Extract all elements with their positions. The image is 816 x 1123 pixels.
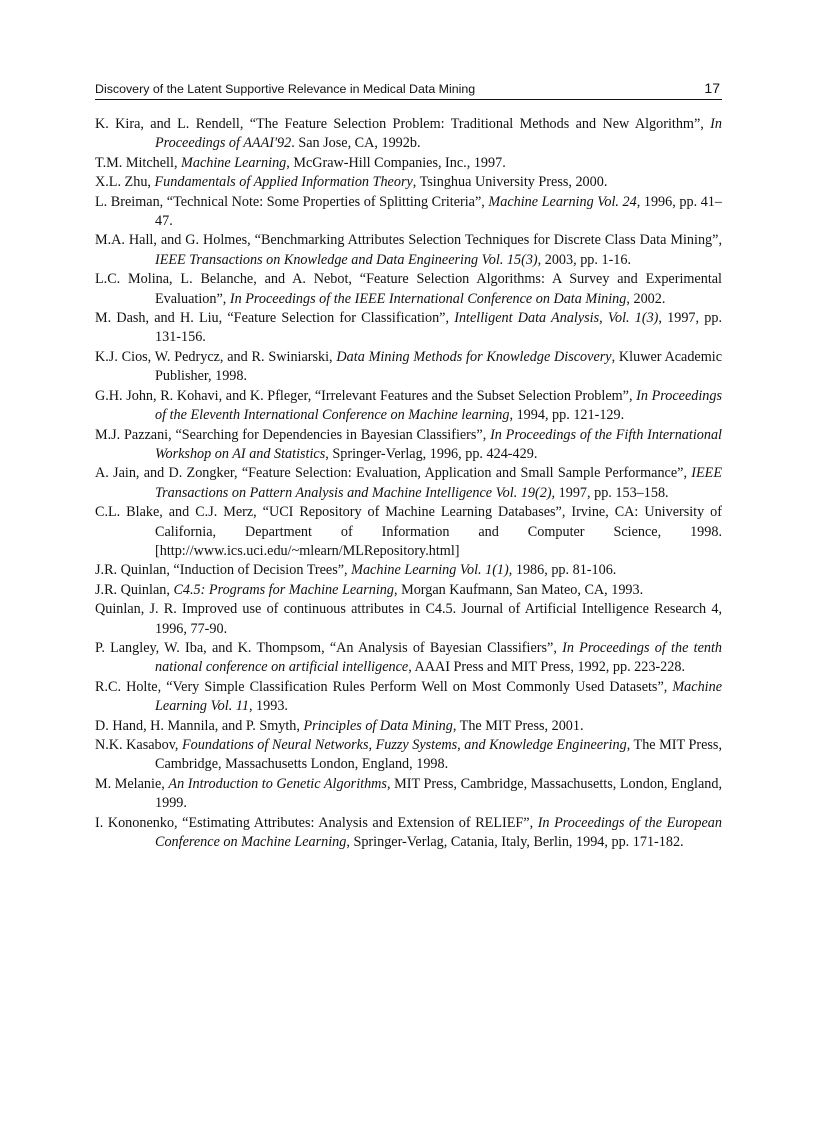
reference-italic-text: In Proceedings of the Eleventh International Conference on Machine learning <box>155 387 722 424</box>
reference-italic-text: Intelligent Data Analysis, Vol. 1(3) <box>454 310 659 327</box>
reference-text: , Springer-Verlag, Catania, Italy, Berlin, 1994, pp. 171-182. <box>346 834 684 851</box>
reference-text: J.R. Quinlan, “Induction of Decision Trees”, <box>95 562 352 579</box>
reference-text: , MIT Press, Cambridge, Massachusetts, London, England, 1999. <box>155 775 722 812</box>
reference-text: Quinlan, J. R. Improved use of continuous attributes in C4.5. Journal of Artificial Intelligence Research 4, 1996, 77-90. <box>95 601 722 637</box>
reference-text: I. Kononenko, “Estimating Attributes: Analysis and Extension of RELIEF”, <box>95 814 538 831</box>
reference-text: K.J. Cios, W. Pedrycz, and R. Swiniarski, <box>95 348 337 365</box>
reference-text: , 1993. <box>248 698 288 715</box>
reference-italic-text: C4.5: Programs for Machine Learning <box>173 581 394 598</box>
reference-italic-text: IEEE Transactions on Knowledge and Data Engineering Vol. 15(3) <box>155 251 538 268</box>
reference-entry <box>95 309 722 348</box>
reference-text: , McGraw-Hill Companies, Inc., 1997. <box>286 154 506 171</box>
reference-text: D. Hand, H. Mannila, and P. Smyth, <box>95 717 304 734</box>
reference-text: , The MIT Press, Cambridge, Massachusetts London, England, 1998. <box>155 737 722 773</box>
reference-italic-text: Machine Learning <box>181 154 287 171</box>
reference-text: R.C. Holte, “Very Simple Classification Rules Perform Well on Most Commonly Used Datasets”, <box>95 678 673 695</box>
reference-list <box>95 115 722 852</box>
reference-text: M. Dash, and H. Liu, “Feature Selection for Classification”, <box>95 310 455 327</box>
reference-text: , AAAI Press and MIT Press, 1992, pp. 223-228. <box>408 659 685 676</box>
reference-italic-text: Foundations of Neural Networks, Fuzzy Systems, and Knowledge Engineering <box>182 737 627 753</box>
reference-italic-text: Machine Learning Vol. 24 <box>488 193 637 210</box>
reference-entry <box>95 503 722 561</box>
reference-entry <box>95 193 722 232</box>
reference-text: T.M. Mitchell, <box>95 154 182 171</box>
reference-entry <box>95 348 722 387</box>
reference-entry <box>95 173 722 192</box>
reference-entry <box>95 678 722 717</box>
reference-entry <box>95 464 722 503</box>
reference-text: C.L. Blake, and C.J. Merz, “UCI Repository of Machine Learning Databases”, Irvine, CA: University of California, Department of Information and Computer Science, 1998. [http://www.ics.uci.edu/~mlearn/MLRepository.html] <box>95 504 722 559</box>
reference-entry <box>95 561 722 580</box>
reference-entry <box>95 639 722 678</box>
reference-text: , Kluwer Academic Publisher, 1998. <box>155 348 723 385</box>
running-header <box>95 79 722 100</box>
reference-text: , Tsinghua University Press, 2000. <box>412 174 608 191</box>
reference-italic-text: Fundamentals of Applied Information Theory <box>154 174 413 191</box>
reference-text: J.R. Quinlan, <box>95 581 174 598</box>
reference-italic-text: Data Mining Methods for Knowledge Discovery <box>336 348 612 365</box>
reference-text: L.C. Molina, L. Belanche, and A. Nebot, “Feature Selection Algorithms: A Survey and Experimental Evaluation”, <box>95 271 722 307</box>
reference-italic-text: IEEE Transactions on Pattern Analysis and Machine Intelligence Vol. 19(2), <box>155 465 722 501</box>
reference-text: M. Melanie, <box>95 775 169 792</box>
reference-text: , The MIT Press, 2001. <box>452 717 584 734</box>
reference-text: X.L. Zhu, <box>95 174 155 191</box>
reference-text: P. Langley, W. Iba, and K. Thompsom, “An Analysis of Bayesian Classifiers”, <box>95 639 563 656</box>
reference-entry <box>95 814 722 853</box>
reference-entry <box>95 426 722 465</box>
page-number: 17 <box>704 80 720 96</box>
reference-text: L. Breiman, “Technical Note: Some Properties of Splitting Criteria”, <box>95 193 489 210</box>
reference-text: , 1997, pp. 131-156. <box>155 310 723 346</box>
reference-entry <box>95 581 722 600</box>
reference-italic-text: In Proceedings of the Fifth International Workshop on AI and Statistics <box>155 426 722 462</box>
reference-text: , Morgan Kaufmann, San Mateo, CA, 1993. <box>394 581 644 598</box>
reference-text: . San Jose, CA, 1992b. <box>291 135 421 152</box>
reference-italic-text: In Proceedings of the tenth national conference on artificial intelligence <box>155 639 722 676</box>
reference-text: , Springer-Verlag, 1996, pp. 424-429. <box>325 445 538 462</box>
reference-italic-text: Machine Learning Vol. 11 <box>155 678 722 715</box>
reference-italic-text: Principles of Data Mining <box>303 717 453 734</box>
reference-entry <box>95 154 722 173</box>
reference-italic-text: In Proceedings of AAAI'92 <box>155 116 722 152</box>
reference-entry <box>95 387 722 426</box>
running-title: Discovery of the Latent Supportive Relevance in Medical Data Mining <box>95 82 476 96</box>
reference-entry <box>95 775 722 814</box>
reference-entry <box>95 231 722 270</box>
reference-text: , 1986, pp. 81-106. <box>508 562 617 579</box>
reference-text: M.A. Hall, and G. Holmes, “Benchmarking Attributes Selection Techniques for Discrete Class Data Mining”, <box>95 232 722 249</box>
reference-italic-text: Machine Learning Vol. 1(1) <box>351 562 509 579</box>
reference-text: A. Jain, and D. Zongker, “Feature Selection: Evaluation, Application and Small Sample Performance”, <box>95 465 692 482</box>
reference-entry <box>95 717 722 736</box>
reference-text: G.H. John, R. Kohavi, and K. Pfleger, “Irrelevant Features and the Subset Selection Problem”, <box>95 387 637 404</box>
reference-text: , 2003, pp. 1-16. <box>537 251 632 268</box>
reference-entry <box>95 115 722 154</box>
reference-entry <box>95 736 722 775</box>
reference-text: , 1996, pp. 41–47. <box>155 193 722 230</box>
reference-text: K. Kira, and L. Rendell, “The Feature Selection Problem: Traditional Methods and New Algorithm”, <box>95 116 711 132</box>
reference-text: , 2002. <box>626 290 666 307</box>
reference-entry <box>95 270 722 309</box>
reference-italic-text: In Proceedings of the IEEE International Conference on Data Mining <box>229 290 627 307</box>
reference-text: M.J. Pazzani, “Searching for Dependencies in Bayesian Classifiers”, <box>95 426 491 443</box>
reference-italic-text: An Introduction to Genetic Algorithms <box>168 775 387 792</box>
reference-entry <box>95 600 722 639</box>
reference-text: , 1994, pp. 121-129. <box>509 407 625 424</box>
reference-text: N.K. Kasabov, <box>95 737 182 753</box>
reference-italic-text: In Proceedings of the European Conference on Machine Learning <box>155 814 722 851</box>
reference-text: 1997, pp. 153–158. <box>555 484 669 501</box>
